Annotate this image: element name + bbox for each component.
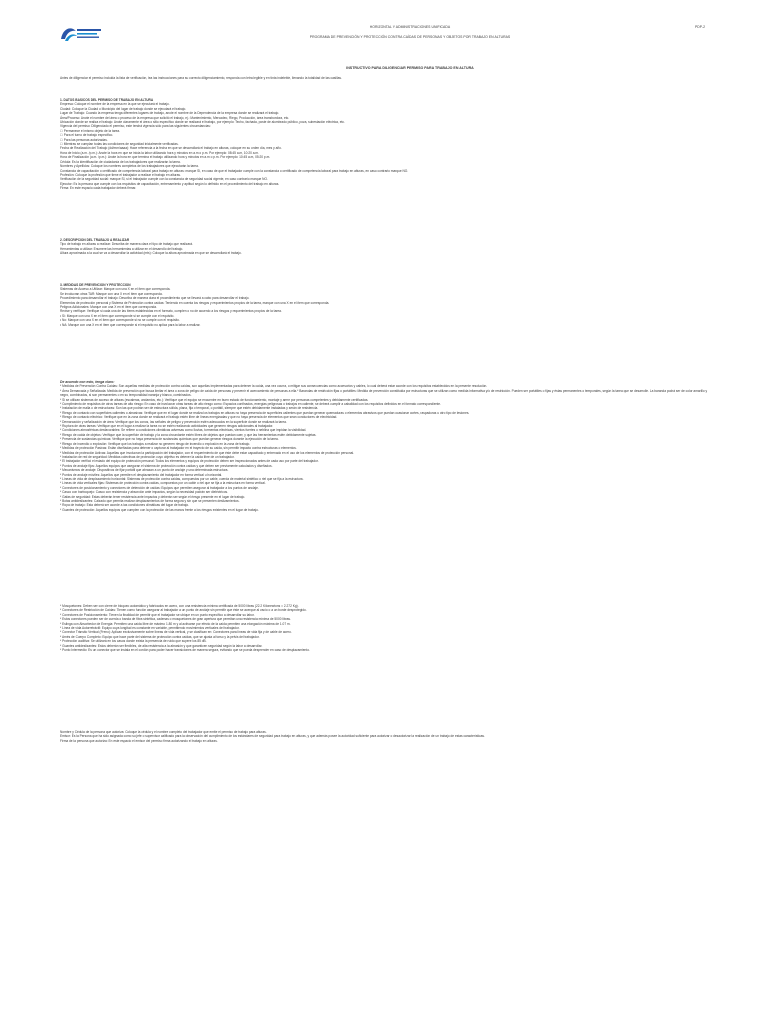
text-line: * Instalación de red de seguridad: Medidas colectivas de protección cuyo objetivo es detener la caída libre de un trabajador.: [60, 454, 235, 459]
text-line: * Guantes antideslizantes: Estos deberán ser flexibles, de alta resistencia a la abrasión y que garanticen seguridad según la labor a desarrollar.: [60, 643, 263, 648]
text-line: * Mecanismos de anclaje: Dispositivos de fijar portátil que abrazan a un punto de anclaje y una determinada estructura.: [60, 468, 229, 473]
section-heading: 1. DATOS BASICOS DEL PERMISO DE TRABAJO EN ALTURA: [60, 98, 154, 102]
text-line: * Medidas de Prevención Contra Caídas: Son aquellas medidas de protección contra caídas, son aquellas implementadas para detener la caída, una vez ocurra, o mitigar sus consecuencias como accesorios y cables, lo cual deberá estar acorde con los requisitos establecidos en la presente resolución.: [60, 384, 488, 389]
text-line: Herramientas a utilizar: Enumere las herramientas a utilizar en el desarrollo del trabajo.: [60, 246, 184, 251]
text-line: Ciudad: Coloque la Ciudad o Municipio del lugar de trabajo donde se ejecutará el trabajo.: [60, 106, 187, 111]
text-line: Profesión: Coloque la profesión que tiene el trabajador a realizar el trabajo en alturas.: [60, 172, 181, 177]
text-line: Sistemas de Acceso a Utilizar: Marque con una X en el ítem que corresponda.: [60, 287, 171, 292]
text-line: * Mosquetones: Deben ser con cierre de bloqueo automático y fabricados en acero, con una resistencia mínima certificada de 5000 libras (22.2 Kilonewtons = 2.272 Kg).: [60, 604, 299, 608]
text-line: Verificación de la seguridad social: marque SI, si el trabajador cumple con la constancia de seguridad social vigente, en caso contrario marque NO.: [60, 177, 268, 182]
text-line: Lugar de Trabajo: Cuando la empresa tenga diferentes lugares de trabajo, anote el nombre de la Dependencia de la empresa donde se realizará el trabajo.: [60, 111, 280, 116]
text-line: * Riesgo de incendio o explosión: Verifique que los trabajos a realizar no generen riesgo de incendio o explosión en la zona de trabajo.: [60, 441, 251, 446]
glossary-lines: [60, 384, 710, 512]
text-line: Vigencia del permiso: Diligenciado el permiso, este tendrá vigencia sólo para las siguientes circunstancias:: [60, 124, 211, 129]
text-line: * Presencia de sustancias químicas: Verifique que no haya presencia de sustancias químicas que puedan generar riesgos durante la ejecución de la tarea.: [60, 437, 279, 442]
text-line: * Protección auditiva: Se utilizará en los casos donde exista la presencia de ruido que supere los 85 dB.: [60, 639, 207, 644]
text-line: * Instalación de malla o de estructuras: Son las que podrán ser de estructura sólida, plana, fija o temporal, o portátil, siempre que estén debidamente instaladas y serán de resistencia.: [60, 406, 319, 411]
section-lines: [60, 242, 710, 255]
text-line: * Guantes de protección: Aquellos equipos que cumplen con la protección de las manos frente a los riesgos existentes en el lugar de trabajo.: [60, 507, 259, 512]
text-line: * Riesgo de caída de objetos: Verifique que la superficie de trabajo y la zona circundante estén libres de objetos que puedan caer, y que las herramientas estén debidamente sujetas.: [60, 432, 317, 437]
text-line: Tipo de trabajo en alturas a realizar: Describa de manera clara el tipo de trabajo que realizará.: [60, 242, 193, 247]
section-heading: 2. DESCRIPCION DEL TRABAJO A REALIZAR: [60, 238, 130, 242]
text-line: * Conector Tránsito Vertical (Freno): Aplican exclusivamente sobre líneas de vida vertical, y se clasifican en: Conectores para líneas de vida fija y de cable de acero.: [60, 630, 292, 635]
text-line: Fecha de Realización del Trabajo (dd/mm/aaaa): Hace referencia a la fecha en que se desarrollará el trabajo en alturas, coloque en su orden día, mes y año.: [60, 146, 282, 151]
text-line: Firma: En este espacio cada trabajador deberá firmar.: [60, 186, 137, 191]
glossary-block: [60, 380, 710, 512]
section-prevention-measures: [60, 283, 710, 327]
text-line: * Ropa de trabajo: Esta deberá ser acorde a las condiciones climáticas del lugar de trabajo.: [60, 503, 189, 508]
text-line: Ubicación donde se realiza el trabajo: Anote claramente el área o sitio específico donde se realizará el trabajo, por ejemplo: Techo, fachada, poste de alumbrado público, poza, subestación eléctrica, etc.: [60, 120, 345, 125]
text-line: Elementos de protección personal y Sistema de Protección contra caídas: Teniendo en cuenta los riesgos y requerimientos propios de la tarea, marque con una X en el ítem que corresponda.: [60, 300, 330, 305]
text-line: * Botas antideslizantes: Calzado que permita realizar desplazamientos de forma segura y sin que se presenten deslizamientos.: [60, 498, 240, 503]
text-line: Nombres y Apellidos: Coloque los nombres completos de los trabajadores que ejecutarán la tarea.: [60, 164, 199, 169]
section-lines: [60, 102, 710, 190]
text-line: • Sí: Marque con una X en el ítem que corresponde si se cumple con el requisito.: [60, 313, 175, 318]
program-header: PROGRAMA DE PREVENCIÓN Y PROTECCIÓN CONTRA CAÍDAS DE PERSONAS Y OBJETOS POR TRABAJO EN ALTURAS: [309, 35, 511, 39]
section-heading: 3. MEDIDAS DE PREVENCION Y PROTECCION: [60, 283, 131, 287]
intro-text: Antes de diligenciar el permiso incluida la lista de verificación, lea las instrucciones para su correcto diligenciamiento, responda con letra legible y en tinta indeleble, llenando la totalidad de las casillas.: [60, 76, 342, 80]
swirl-icon: [61, 28, 77, 41]
section-basic-data: [60, 98, 710, 191]
text-line: * Si se utilizan sistemas de acceso de alturas (escaleras, andamios, etc.): Verifique que el equipo se encuentre en buen estado de funcionamiento, montaje y arme por personas competentes y debidamente certificadas.: [60, 397, 369, 402]
text-line: * Medidas de protección Activas: Aquellas que involucran la participación del trabajador, con el requerimiento de que éste debe estar capacitado y entrenado en el uso de los elementos de protección personal.: [60, 450, 354, 455]
text-line: * Punto Intermedio: Es un conector que se instala en el cordón para poder hacer transiciones de manera segura, evitando que se pueda desprender en caso de desplazamiento.: [60, 648, 310, 653]
text-line: Área/Proceso: Anote el nombre del área o proceso de la empresa que solicitó el trabajo, ej.: Mantenimiento, Mercadeo, Riego, Producción, área transbordora, etc.: [60, 115, 290, 120]
text-line: * Condiciones atmosféricas desfavorables: Se refiere a condiciones climáticas adversas como lluvias, tormentas eléctricas, vientos fuertes o neblina que impidan la visibilidad.: [60, 428, 307, 433]
text-line: * Arnés de Cuerpo Completo: Equipo que hace parte del sistema de protección contra caídas, que se ajusta al torso y la pelvis del trabajador.: [60, 634, 260, 639]
document-title: INSTRUCTIVO PARA DILIGENCIAR PERMISO PARA TRABAJO EN ALTURA: [346, 66, 474, 70]
text-line: Procedimiento para desarrollar el trabajo: Describa de manera clara el procedimiento que se llevará a cabo para desarrollar el trabajo.: [60, 296, 250, 301]
text-line: * Área Demarcada y Señalizada: Medida de prevención que busca limitar el área o zona de peligro de caída de personas y prevenir el acercamiento de personas a ella.* Barandas de restricción fijas o portátiles: Medida de prevención constituida por estructuras que se utilizan como medida informativa y/o de restricción. Pueden ser portátiles o fijas y éstas permanentes o temporales, según la tarea que se desarrolle. La baranda podrá ser de color amarillo y negro, combinados, si son permanentes o en su temporalidad naranja y blanco, combinados.: [60, 388, 708, 398]
closing-block: [60, 730, 710, 743]
text-line: Constancia de capacitación o certificado de competencia laboral para trabajo en alturas: marque SI, en caso de que el trabajador cumple con la constancia o certificado de competencia laboral para trabajo en alturas, en caso contrario marque NO.: [60, 168, 409, 173]
text-line: * Gafas de seguridad: Estas deberán tener resistencia ante impactos y deberán ser según el riesgo presente en el lugar de trabajo.: [60, 494, 246, 499]
footnote-lines: [60, 604, 710, 652]
text-line: ☐ Para las personas autorizadas.: [60, 137, 108, 142]
text-line: Cédula: Es la identificación de ciudadanía de los trabajadores que realizarán la tarea.: [60, 159, 181, 164]
text-line: Nombre y Cédula de la persona que autoriza: Coloque la cédula y el nombre completo del trabajador que emite el permiso de trabajo para alturas.: [60, 730, 267, 734]
text-line: * Puntos de anclaje móviles: Aquellos que permiten el desplazamiento del trabajador en forma vertical u horizontal.: [60, 472, 223, 477]
text-line: ☐ Permanece el mismo objeto de la tarea.: [60, 128, 121, 133]
text-line: * Demarcación y señalización de área: Verifique que los conos, las señales de peligro y prevención estén adecuados en la superficie donde se realizará la tarea.: [60, 419, 287, 424]
company-logo: [58, 22, 102, 44]
text-line: * Riesgo de contacto eléctrico: Verifique que en la zona donde se realizará el trabajo estén libre de líneas energizadas y que no haya presencia de elementos que sean conductores de electricidad.: [60, 415, 338, 420]
text-line: * Conectores de Restricción de Caídas: Tienen como función asegurar al trabajador a un punto de anclaje sin permitir que éste se acerque al vacío o a un borde desprotegido.: [60, 608, 307, 613]
text-line: * Puntos de anclaje fijos: Aquellos equipos que aseguran el sistema de protección contra caídas y que deben ser previamente calculados y diseñados.: [60, 463, 273, 468]
text-line: Firma de la persona que autoriza: En este espacio el emisor del permiso firma autorizando el trabajo en alturas.: [60, 738, 218, 743]
text-line: Altura aproximada a la cual se va a desarrollar la actividad (mts): Coloque la altura aproximada en que se desarrollará el trabajo.: [60, 251, 242, 256]
closing-lines: [60, 730, 710, 743]
text-line: Hora de Inicio (a.m. /p.m.): Anote la hora en que se inicia la labor utilizando hora y minutos en a.m o p.m. Por ejemplo: 08:45 a.m, 10:20 a.m.: [60, 150, 259, 155]
text-line: * Estos conectores pueden ser de cuerda o banda de fibra sintética, cadenas o mosquetones de gran apertura que permitan una resistencia mínima de 5000 libras.: [60, 617, 291, 622]
text-line: Se involucran otras TAR: Marque con una X en el ítem que corresponda.: [60, 291, 163, 296]
text-line: Revise y verifique: Verifique si cada una de las ítems establecidas en el formato, cumplen o no de acuerdo a los riesgos y requerimientos propios de la tarea.: [60, 309, 282, 314]
text-line: ☐ Mientras se cumplan todas las condiciones de seguridad inicialmente verificadas.: [60, 142, 179, 147]
text-line: * El trabajador verificó el estado del equipo de protección personal: Todos los elementos y equipos de protección deben ser inspeccionados antes de cada uso por parte del trabajador.: [60, 459, 319, 464]
section-lines: [60, 287, 710, 327]
org-header: HORIZONTAL Y ADMINISTRACIONES UNIFICADA: [369, 25, 451, 29]
text-line: * Conectores de posicionamiento y conectores de detención de caídas: Equipos que permiten asegurar al trabajador a los puntos de anclaje.: [60, 485, 259, 490]
text-line: * Eslinga con Absorbedor de Energía: Permiten una caída libre de máximo 1.80 m y al activarse por efecto de la caída permiten una elongación máxima de 1.07 m.: [60, 621, 291, 626]
text-line: Peligros Adicionales: Marque con una X en el ítem que corresponda.: [60, 305, 157, 310]
text-line: • No: Marque con una X en el ítem que corresponde si no se cumple con el requisito.: [60, 318, 180, 323]
section-work-description: [60, 238, 710, 256]
intro-paragraph: [60, 76, 710, 80]
text-line: * Casco con barboquejo: Casco con resistencia y absorción ante impactos, según la necesidad podrán ser dieléctricos.: [60, 490, 228, 495]
text-line: * Medidas de protección Pasivas: Están diseñadas para detener o capturar al trabajador en el trayecto de su caída, sin permitir impacto contra estructuras o elementos.: [60, 446, 297, 451]
footnotes-block: [60, 604, 710, 652]
text-line: * Líneas de vida de desplazamiento horizontal: Sistemas de protección contra caídas, compuestos por un cable, cuerda de material sintético o riel que se fija a la estructura.: [60, 476, 304, 481]
page-code: PDP-2: [695, 25, 705, 29]
text-line: * Riesgo de contacto con superficies calientes o abrasivas: Verifique que en el lugar donde se realiza los trabajos en alturas no haya presencia de superficies calientes que puedan generar quemaduras o elementos abrasivos que puedan ocasionar cortes, raspaduras u otro tipo de lesiones.: [60, 410, 470, 415]
text-line: Emisor: Es la Persona que ha sido asignada como su jefe o supervisor calificado para la observación del cumplimiento de los estándares de seguridad para trabajo en alturas, y que además posee la autoridad suficiente para autorizar o desautorizar la realización de un trabajo de estas características.: [60, 734, 485, 739]
text-line: Hora de Finalización (a.m. /p.m.): Anote la hora en que termina el trabajo utilizando hora y minutos en a.m o p.m. Por ejemplo: 10:45 a.m, 05:20 p.m.: [60, 155, 271, 160]
text-line: * Conectores de Posicionamiento: Tienen la finalidad de permitir que el trabajador se ubique en un punto específico a desarrollar su labor.: [60, 612, 255, 617]
text-line: * Cumplimiento de requisitos de otros tareas de alto riesgo: En caso de involucrar otras tareas de alto riesgo como: Espacios confinados, energías peligrosas o trabajos en caliente, se deberá cumplir a cabalidad con los requisitos definidos en el formato correspondiente.: [60, 402, 441, 407]
text-line: * Ruptura de otras tareas: Verifique que en el lugar a realizar la tarea no se estén realizando actividades que generen riesgos adicionales al trabajador.: [60, 424, 274, 429]
text-line: ☐ Para el turno de trabajo específico.: [60, 133, 114, 138]
text-line: • NA: Marque con una X en el ítem que corresponde si el requisito no aplica para la labor a realizar.: [60, 322, 201, 327]
text-line: Ejecutor: Es la persona que cumple con los requisitos de capacitación, entrenamiento y aptitud según lo definido en el procedimiento del trabajo en alturas.: [60, 181, 280, 186]
text-line: * Líneas de vida verticales fijas: Sistemas de protección contra caídas, compuestos por un cable o riel que se fija a la estructura en forma vertical.: [60, 481, 266, 486]
glossary-heading: De acuerdo con esto, tenga claro:: [60, 380, 115, 384]
text-line: Empresa: Coloque el nombre de la empresa en la que se ejecutará el trabajo.: [60, 102, 170, 107]
text-line: * Línea de vida Autorretráctil: Equipo cuya longitud es constante en variable, permitiendo movimientos verticales del trabajador.: [60, 626, 240, 631]
